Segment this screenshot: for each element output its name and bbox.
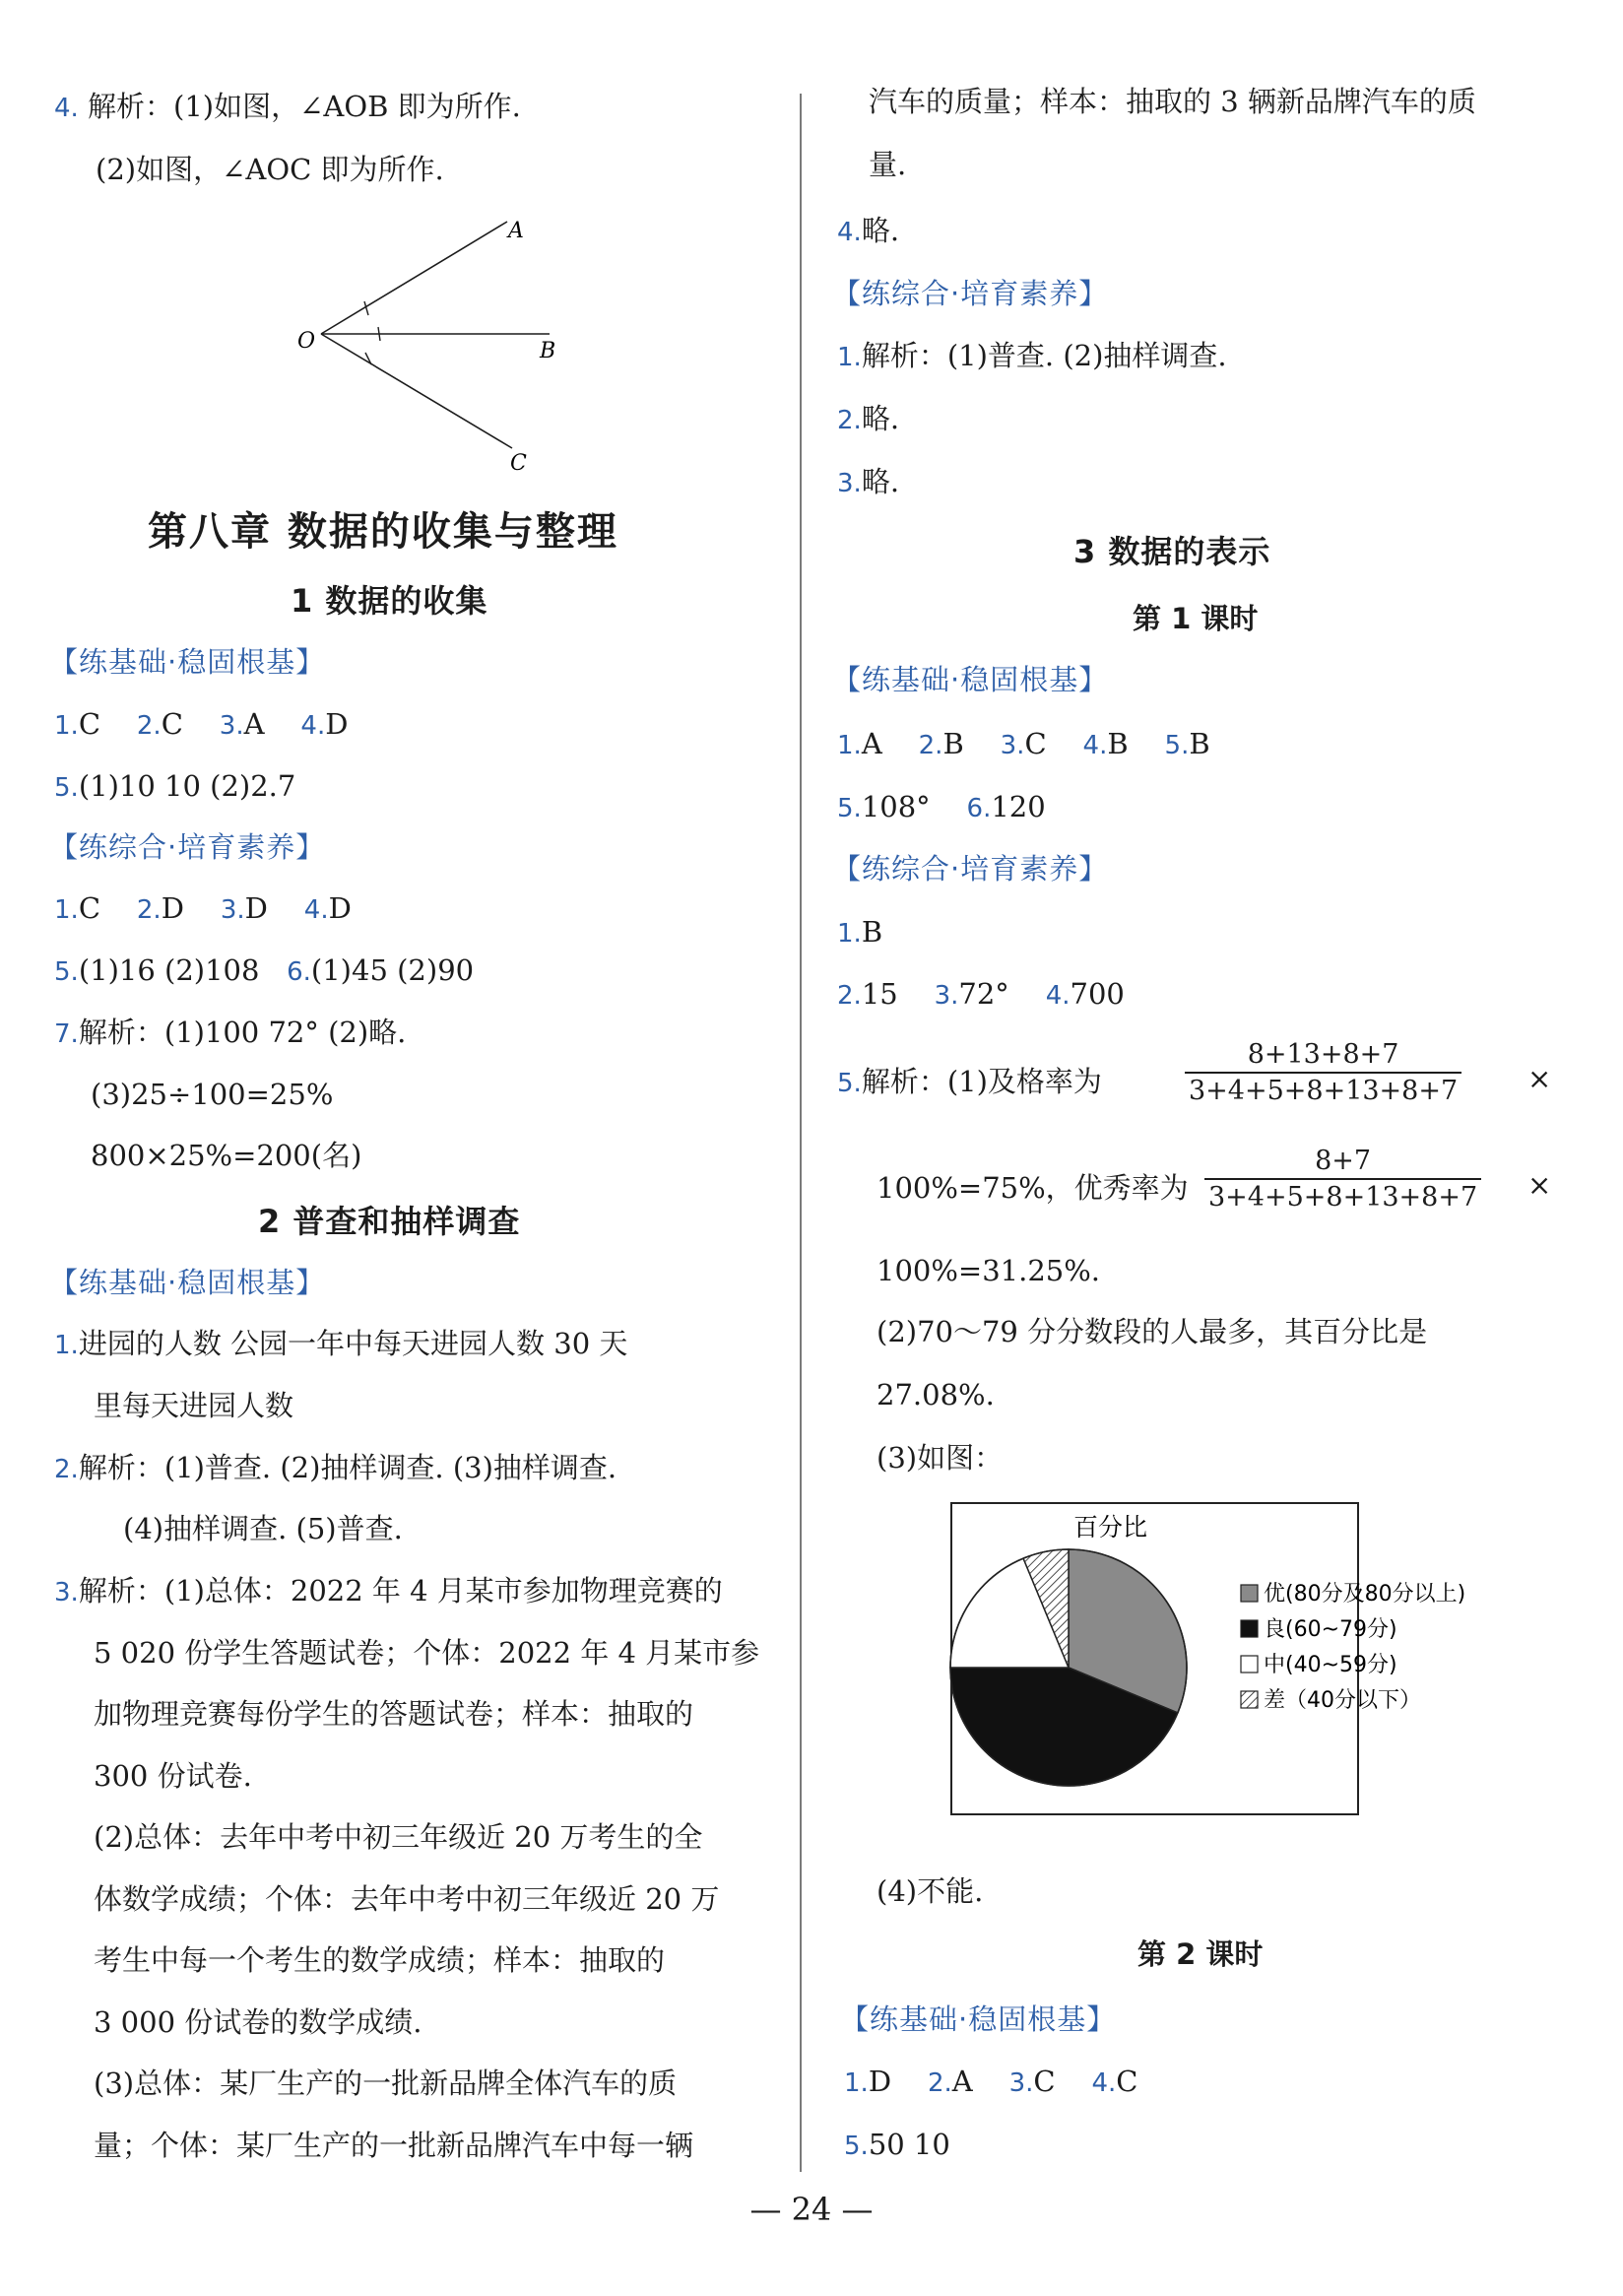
r-tag-basic-2: 【练基础·稳固根基】 xyxy=(840,2002,1117,2036)
legend-swatch-4 xyxy=(1241,1691,1258,1708)
s1-comp-line1: 1.C 2.D 3.D 4.D xyxy=(54,891,352,925)
s1-comp-line2: 5.(1)16 (2)108 6.(1)45 (2)90 xyxy=(54,953,475,987)
legend-label-2: 良(60~79分) xyxy=(1264,1617,1397,1642)
section-3-title: 3 数据的表示 xyxy=(1073,533,1271,570)
pass-rate-fraction xyxy=(1185,1039,1461,1106)
tag-basic: 【练基础·稳固根基】 xyxy=(49,645,326,679)
l2-basic-line1: 1.D 2.A 3.C 4.C xyxy=(844,2065,1138,2098)
label-o: O xyxy=(297,329,316,354)
chapter-title: 第八章 数据的收集与整理 xyxy=(148,509,618,555)
s2-q3-line7: 考生中每一个考生的数学成绩；样本：抽取的 xyxy=(94,1943,666,1977)
chart-title: 百分比 xyxy=(1073,1513,1148,1542)
s1-comp-line3: 7.解析：(1)100 72° (2)略. xyxy=(54,1016,407,1049)
r-comp-3: 3.略. xyxy=(837,465,900,498)
pie-chart xyxy=(950,1502,1466,1815)
s2-q3-line9: (3)总体：某厂生产的一批新品牌全体汽车的质 xyxy=(94,2066,678,2100)
r-comp-1: 1.解析：(1)普查. (2)抽样调查. xyxy=(837,339,1227,372)
s2-q1-line1: 1.进园的人数 公园一年中每天进园人数 30 天 xyxy=(54,1327,628,1360)
q4-text: 解析：(1)如图，∠AOB 即为所作. xyxy=(88,90,521,123)
r-comp-2: 2.略. xyxy=(837,402,900,435)
q5-line5: 27.08%. xyxy=(876,1378,995,1411)
legend-label-1: 优(80分及80分以上) xyxy=(1264,1582,1466,1607)
s2-q3-line4: 300 份试卷. xyxy=(94,1759,252,1793)
label-a: A xyxy=(508,219,524,243)
fraction-denominator: 3+4+5+8+13+8+7 xyxy=(1204,1178,1481,1213)
excellent-rate-fraction xyxy=(1204,1146,1481,1213)
r-cont-line1: 汽车的质量；样本：抽取的 3 辆新品牌汽车的质 xyxy=(869,85,1476,118)
section-1-title: 1 数据的收集 xyxy=(291,582,488,620)
s2-q2-line2: (4)抽样调查. (5)普查. xyxy=(123,1512,403,1545)
s2-q3-line3: 加物理竞赛每份学生的答题试卷；样本：抽取的 xyxy=(94,1697,694,1731)
legend-swatch-2 xyxy=(1241,1620,1258,1637)
label-c: C xyxy=(510,451,527,476)
fraction-denominator: 3+4+5+8+13+8+7 xyxy=(1185,1072,1461,1106)
r-cont-line2: 量. xyxy=(869,148,907,181)
r-tag-comprehensive-2: 【练综合·培育素养】 xyxy=(832,852,1109,886)
tag-comprehensive: 【练综合·培育素养】 xyxy=(49,830,326,864)
l2-basic-line2: 5.50 10 xyxy=(844,2128,950,2161)
q4-line2: (2)如图，∠AOC 即为所作. xyxy=(96,153,444,186)
s2-q3-line8: 3 000 份试卷的数学成绩. xyxy=(94,2005,422,2039)
s2-q3-line5: (2)总体：去年中考中初三年级近 20 万考生的全 xyxy=(94,1820,703,1854)
legend-swatch-1 xyxy=(1241,1585,1258,1602)
q4-line1 xyxy=(54,87,521,128)
right-column xyxy=(803,0,1623,2296)
legend-label-3: 中(40~59分) xyxy=(1264,1653,1397,1677)
s2-q2-line1: 2.解析：(1)普查. (2)抽样调查. (3)抽样调查. xyxy=(54,1451,617,1484)
fraction-numerator: 8+7 xyxy=(1315,1146,1372,1176)
l1-basic-line1: 1.A 2.B 3.C 4.B 5.B xyxy=(837,727,1210,760)
q5-line3: 100%=31.25%. xyxy=(876,1254,1101,1287)
s2-q3-line6: 体数学成绩；个体：去年中考中初三年级近 20 万 xyxy=(94,1882,720,1916)
legend-label-4: 差（40分以下） xyxy=(1264,1688,1421,1713)
s1-basic-line2: 5.(1)10 10 (2)2.7 xyxy=(54,769,296,803)
l1-comp-line1: 1.B xyxy=(837,915,883,949)
lesson-1-title: 第 1 课时 xyxy=(1133,602,1259,635)
q5-line7: (4)不能. xyxy=(876,1874,984,1908)
lesson-2-title: 第 2 课时 xyxy=(1137,1937,1264,1971)
r-q4: 4.略. xyxy=(837,214,900,247)
fraction-numerator: 8+13+8+7 xyxy=(1247,1039,1399,1070)
q5-line1: 5.解析：(1)及格率为 xyxy=(837,1065,1102,1098)
pie-slices xyxy=(950,1549,1187,1786)
q5-line4: (2)70～79 分分数段的人最多，其百分比是 xyxy=(876,1315,1428,1348)
q5-line6: (3)如图： xyxy=(876,1441,1004,1475)
legend-swatch-3 xyxy=(1241,1656,1258,1673)
column-divider xyxy=(800,94,802,2172)
tag-basic-2: 【练基础·稳固根基】 xyxy=(49,1266,326,1299)
s1-comp-line5: 800×25%=200(名) xyxy=(91,1139,362,1172)
times-sign-2: × xyxy=(1527,1168,1552,1202)
label-b: B xyxy=(540,339,556,363)
question-number: 4. xyxy=(54,94,79,123)
r-tag-basic: 【练基础·稳固根基】 xyxy=(832,663,1109,696)
s1-basic-line1: 1.C 2.C 3.A 4.D xyxy=(54,707,349,741)
s2-q3-line1: 3.解析：(1)总体：2022 年 4 月某市参加物理竞赛的 xyxy=(54,1574,723,1607)
q5-line2: 100%=75%，优秀率为 xyxy=(876,1171,1189,1205)
s1-comp-line4: (3)25÷100=25% xyxy=(91,1078,334,1111)
times-sign: × xyxy=(1527,1062,1552,1095)
s2-q3-line10: 量；个体：某厂生产的一批新品牌汽车中每一辆 xyxy=(94,2129,694,2162)
s2-q3-line2: 5 020 份学生答题试卷；个体：2022 年 4 月某市参 xyxy=(94,1636,760,1670)
s2-q1-line2: 里每天进园人数 xyxy=(94,1389,294,1422)
l1-basic-line2: 5.108° 6.120 xyxy=(837,790,1046,823)
l1-comp-line2: 2.15 3.72° 4.700 xyxy=(837,977,1125,1011)
page-number: — 24 — xyxy=(749,2191,874,2228)
left-column xyxy=(0,0,803,2296)
angle-figure xyxy=(286,212,581,478)
section-2-title: 2 普查和抽样调查 xyxy=(258,1203,521,1240)
r-tag-comprehensive: 【练综合·培育素养】 xyxy=(832,277,1109,310)
